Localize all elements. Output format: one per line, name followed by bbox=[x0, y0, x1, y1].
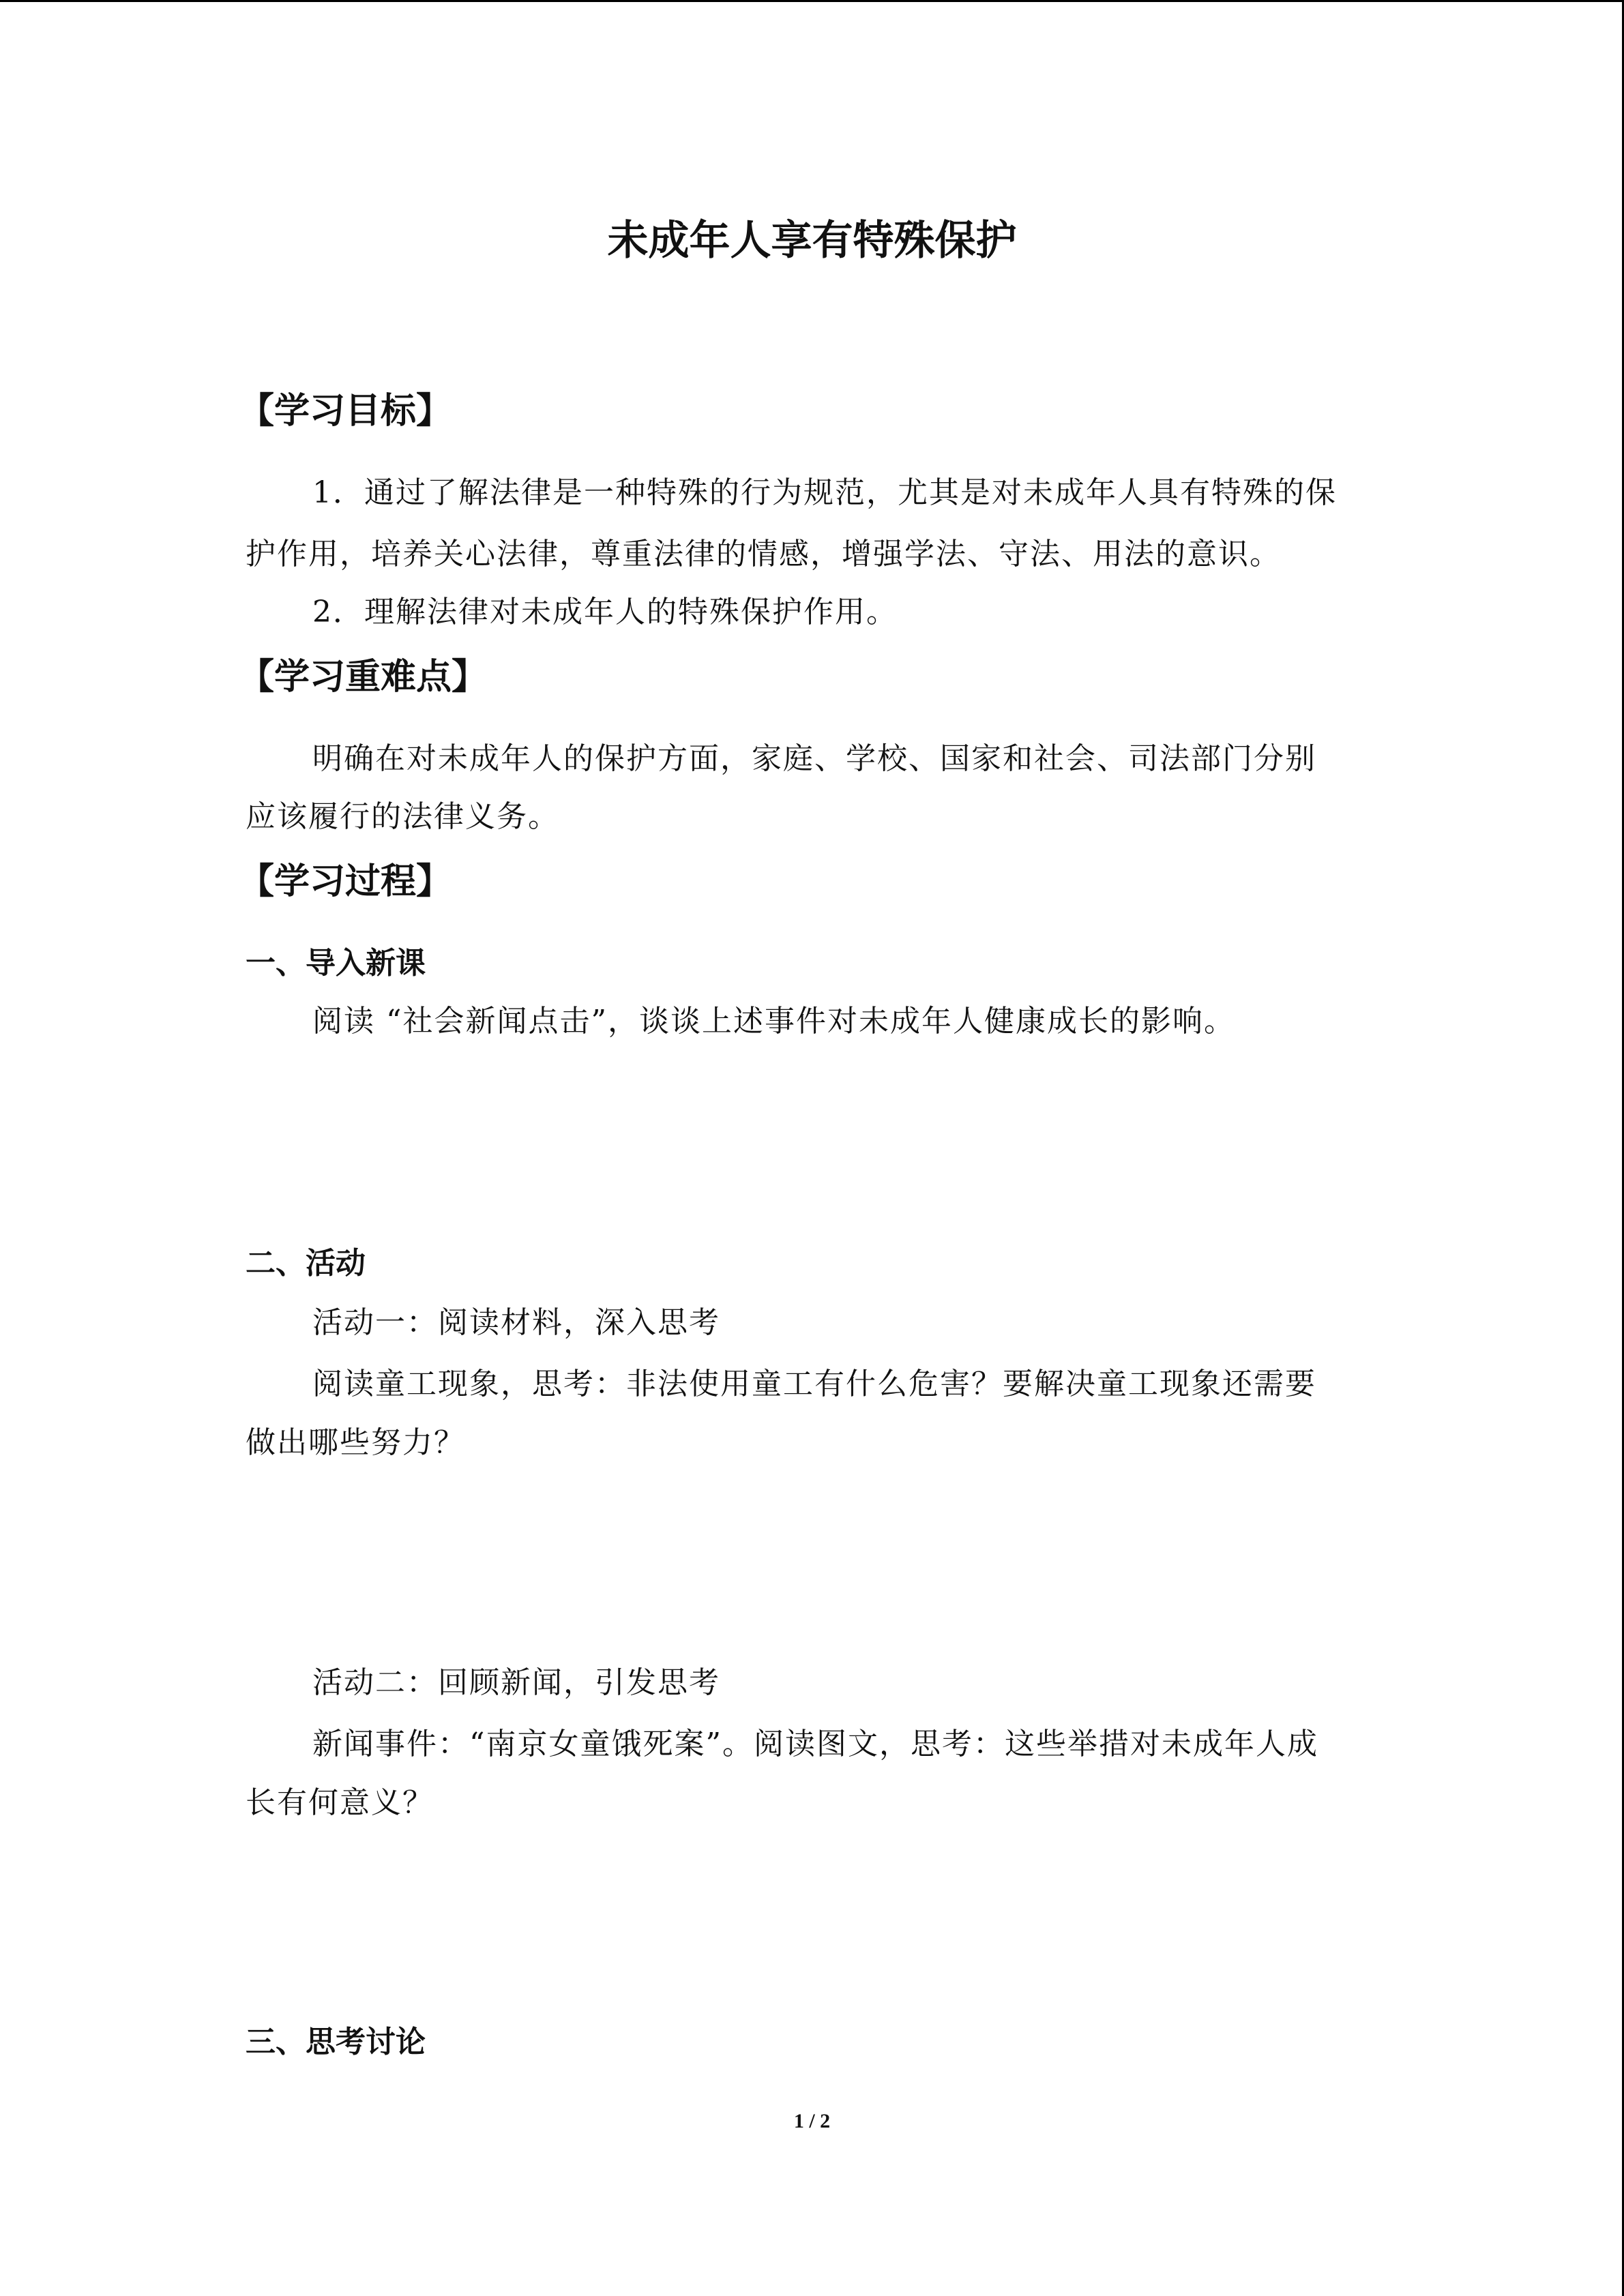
goals-line-3: 2．理解法律对未成年人的特殊保护作用。 bbox=[312, 595, 898, 629]
key-points-line-2: 应该履行的法律义务。 bbox=[246, 799, 559, 834]
section-heading-key-points: 【学习重难点】 bbox=[239, 657, 488, 698]
goals-line-1: 1．通过了解法律是一种特殊的行为规范，尤其是对未成年人具有特殊的保 bbox=[312, 475, 1337, 510]
activity1-line-2: 做出哪些努力？ bbox=[246, 1425, 465, 1460]
activity1-line-1: 阅读童工现象，思考：非法使用童工有什么危害？要解决童工现象还需要 bbox=[312, 1367, 1316, 1401]
process-part1-heading: 一、导入新课 bbox=[246, 946, 426, 981]
section-heading-goals: 【学习目标】 bbox=[239, 391, 452, 432]
goals-line-2: 护作用，培养关心法律，尊重法律的情感，增强学法、守法、用法的意识。 bbox=[246, 537, 1281, 571]
section-heading-process: 【学习过程】 bbox=[239, 861, 452, 902]
key-points-line-1: 明确在对未成年人的保护方面，家庭、学校、国家和社会、司法部门分别 bbox=[312, 741, 1316, 776]
activity2-line-2: 长有何意义？ bbox=[246, 1785, 434, 1820]
page-number: 1 / 2 bbox=[793, 2110, 831, 2132]
page-title: 未成年人享有特殊保护 bbox=[607, 217, 1017, 265]
process-part1-line-1: 阅读 “社会新闻点击”，谈谈上述事件对未成年人健康成长的影响。 bbox=[312, 1004, 1235, 1039]
activity1-title: 活动一：阅读材料，深入思考 bbox=[312, 1305, 720, 1340]
process-part2-heading: 二、活动 bbox=[246, 1246, 366, 1281]
process-part3-heading: 三、思考讨论 bbox=[246, 2025, 426, 2059]
activity2-title: 活动二：回顾新闻，引发思考 bbox=[312, 1665, 720, 1700]
activity2-line-1: 新闻事件：“南京女童饿死案”。阅读图文，思考：这些举措对未成年人成 bbox=[312, 1727, 1318, 1761]
